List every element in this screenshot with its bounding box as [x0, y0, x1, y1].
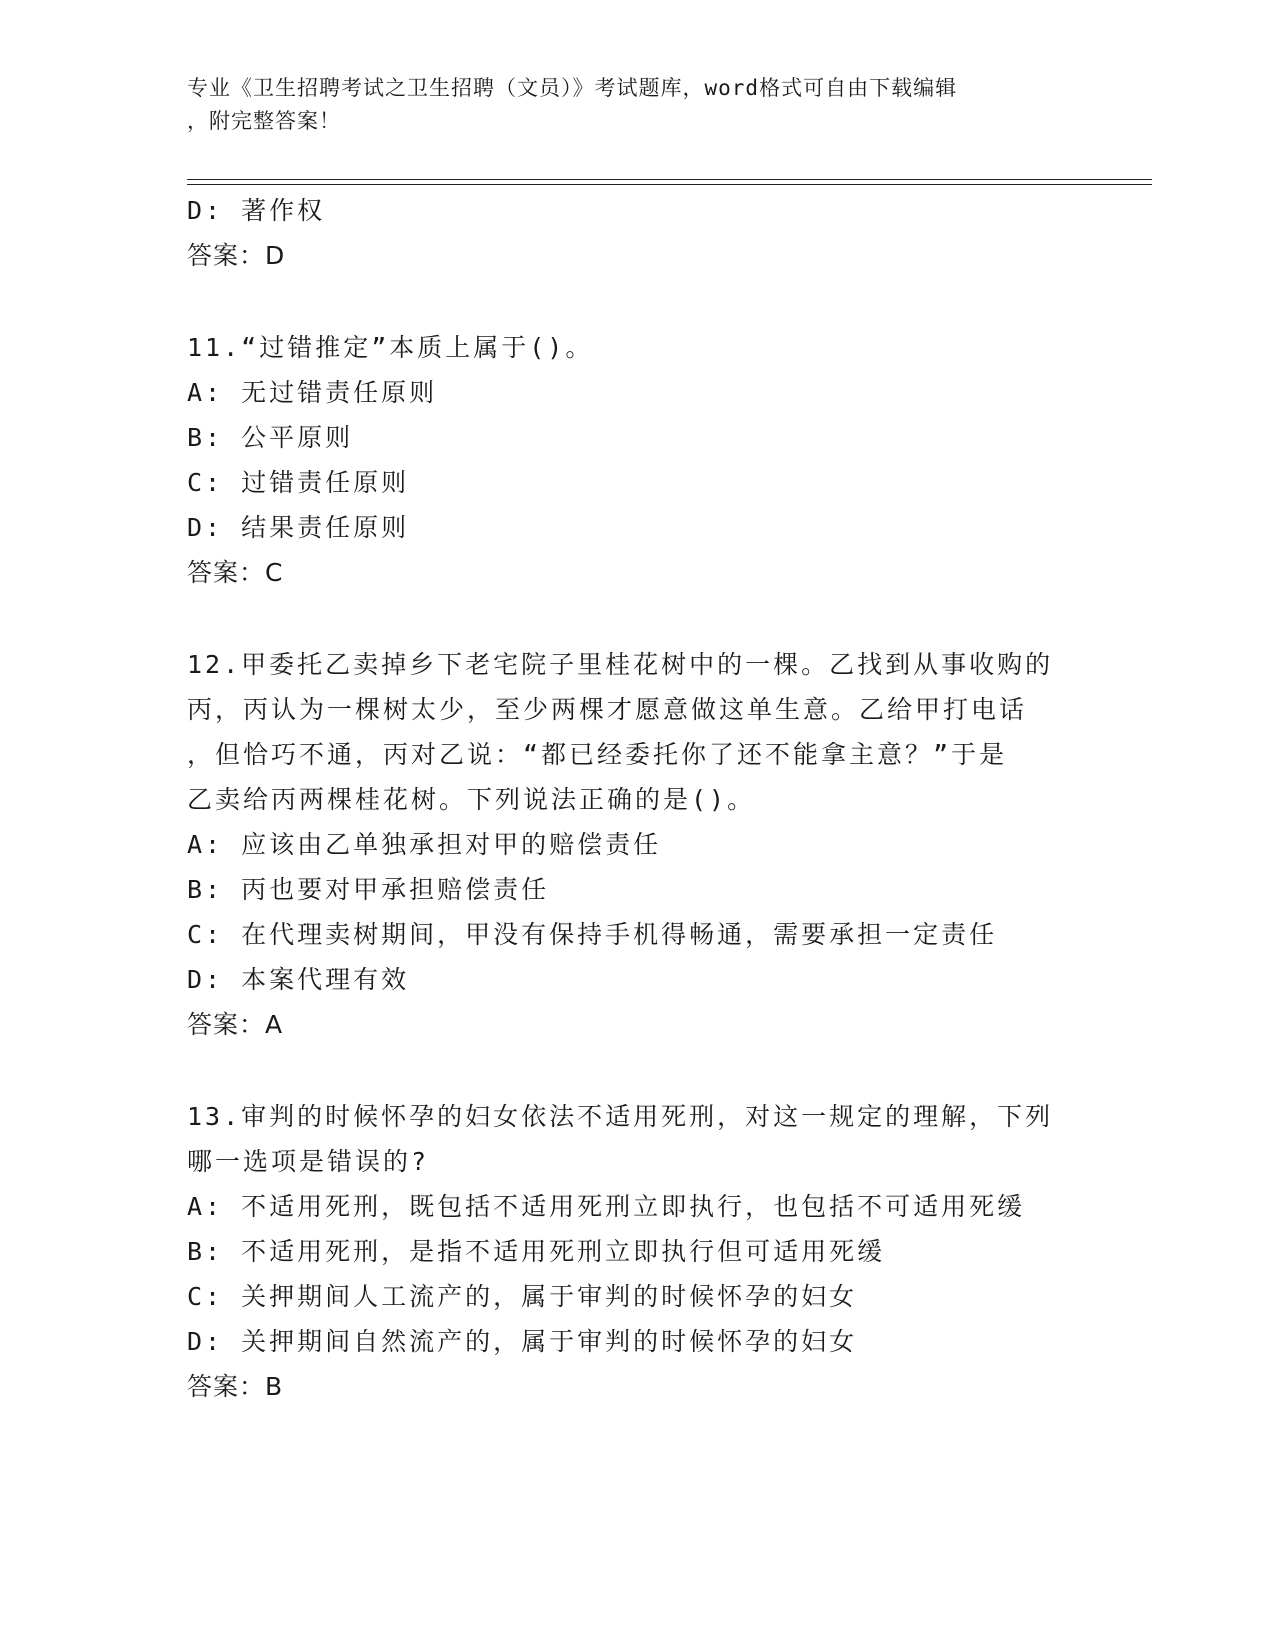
option-d: D: 本案代理有效 — [187, 965, 410, 994]
option-a: A: 不适用死刑，既包括不适用死刑立即执行，也包括不可适用死缓 — [187, 1192, 1026, 1221]
option-a: A: 无过错责任原则 — [187, 378, 438, 407]
header-line-2: ，附完整答案！ — [187, 109, 341, 133]
option-d: D: 结果责任原则 — [187, 513, 410, 542]
question-stem-line: 丙，丙认为一棵树太少，至少两棵才愿意做这单生意。乙给甲打电话 — [187, 695, 1028, 724]
question-stem-line: 乙卖给丙两棵桂花树。下列说法正确的是()。 — [187, 785, 756, 814]
question-stem-line: 哪一选项是错误的? — [187, 1147, 430, 1176]
option-c: C: 在代理卖树期间，甲没有保持手机得畅通，需要承担一定责任 — [187, 920, 998, 949]
page-header — [187, 72, 1067, 138]
question-stem-line: 13.审判的时候怀孕的妇女依法不适用死刑，对这一规定的理解，下列 — [187, 1102, 1054, 1131]
question-11 — [187, 325, 1087, 595]
header-line-1: 专业《卫生招聘考试之卫生招聘（文员）》考试题库，word格式可自由下载编辑 — [187, 76, 958, 100]
question-13 — [187, 1094, 1087, 1409]
option-a: A: 应该由乙单独承担对甲的赔偿责任 — [187, 830, 662, 859]
answer: 答案：D — [187, 241, 286, 270]
option-d: D: 著作权 — [187, 196, 326, 225]
answer: 答案：B — [187, 1372, 284, 1401]
question-stem-line: 12.甲委托乙卖掉乡下老宅院子里桂花树中的一棵。乙找到从事收购的 — [187, 650, 1054, 679]
question-stem: 11.“过错推定”本质上属于()。 — [187, 333, 594, 362]
option-b: B: 丙也要对甲承担赔偿责任 — [187, 875, 550, 904]
question-stem-line: ，但恰巧不通，丙对乙说：“都已经委托你了还不能拿主意？”于是 — [187, 740, 1008, 769]
option-b: B: 不适用死刑，是指不适用死刑立即执行但可适用死缓 — [187, 1237, 886, 1266]
answer: 答案：C — [187, 558, 284, 587]
question-list — [187, 188, 1087, 1409]
header-divider — [187, 179, 1152, 185]
option-b: B: 公平原则 — [187, 423, 354, 452]
question-12 — [187, 642, 1087, 1047]
option-d: D: 关押期间自然流产的，属于审判的时候怀孕的妇女 — [187, 1327, 858, 1356]
option-c: C: 关押期间人工流产的，属于审判的时候怀孕的妇女 — [187, 1282, 858, 1311]
previous-question-tail — [187, 188, 1087, 278]
answer: 答案：A — [187, 1010, 284, 1039]
option-c: C: 过错责任原则 — [187, 468, 410, 497]
